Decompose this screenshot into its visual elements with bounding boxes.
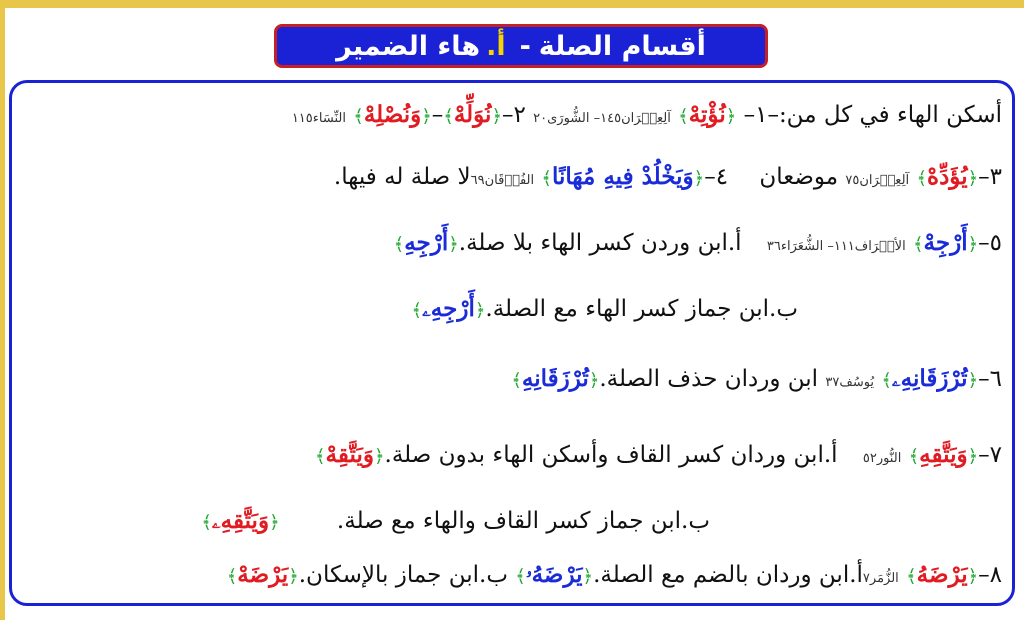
line8-ref: الزُّمَر٧ xyxy=(862,571,899,586)
ornament-bracket-icon: ﴾ xyxy=(443,106,454,127)
ornament-bracket-icon: ﴾ xyxy=(916,168,928,189)
line1-sep: – xyxy=(431,102,444,128)
line2-num: ٣– xyxy=(978,164,1002,190)
line3-word2: أَرْجِهِ xyxy=(404,229,449,256)
line1-num2: ٢– xyxy=(501,102,526,128)
line1-ref1: آلِعِمۡرَان١٤٥– الشُّورَى٢٠ xyxy=(533,111,671,126)
line1-word1: نُؤْتِهْ xyxy=(688,101,726,128)
line6-num: ٧– xyxy=(978,442,1002,468)
line1-intro: أسكن الهاء في كل من:–١– xyxy=(743,102,1002,128)
line2-text1: موضعان xyxy=(759,164,839,190)
line6-ref: النُّور٥٢ xyxy=(862,451,902,466)
ornament-bracket-icon: ﴿ xyxy=(373,446,385,467)
title-sub: هاء الضمير xyxy=(336,30,481,62)
ornament-bracket-icon: ﴿ xyxy=(693,168,705,189)
ornament-bracket-icon: ﴿ xyxy=(725,106,737,127)
ornament-bracket-icon: ﴿ xyxy=(269,512,280,533)
title-letter: أ. xyxy=(486,30,506,62)
rule-line-5 xyxy=(511,362,1002,400)
ornament-bracket-icon: ﴾ xyxy=(353,106,364,127)
ornament-bracket-icon: ﴾ xyxy=(226,566,238,587)
ornament-bracket-icon: ﴾ xyxy=(393,234,405,255)
ornament-bracket-icon: ﴾ xyxy=(678,106,689,127)
line3-num: ٥– xyxy=(978,230,1002,256)
ornament-bracket-icon: ﴿ xyxy=(967,566,979,587)
line8-text2: ب.ابن جماز بالإسكان. xyxy=(298,562,508,588)
rule-line-3 xyxy=(394,226,1002,264)
line5-text: ابن وردان حذف الصلة. xyxy=(599,366,819,392)
ornament-bracket-icon: ﴿ xyxy=(491,106,502,127)
line8-word1: يَرْضَهُ xyxy=(916,561,968,588)
rule-line-7 xyxy=(201,504,710,540)
line1-ref2: النِّسَاء١١٥ xyxy=(291,111,346,126)
ornament-bracket-icon: ﴿ xyxy=(474,300,486,321)
title-main: أقسام الصلة xyxy=(538,30,706,62)
rule-line-1 xyxy=(292,98,1002,136)
line4-word: أَرْجِهِۦ xyxy=(422,295,475,322)
ornament-bracket-icon: ﴾ xyxy=(411,300,423,321)
line3-text: أ.ابن وردن كسر الهاء بلا صلة. xyxy=(458,230,742,256)
line8-text1: أ.ابن وردان بالضم مع الصلة. xyxy=(593,562,863,588)
line6-word2: وَيَتَّقِهْ xyxy=(325,441,374,468)
line1-word3: وَنُصْلِهْ xyxy=(363,101,422,128)
title-dash: - xyxy=(519,30,531,62)
ornament-bracket-icon: ﴾ xyxy=(541,168,552,189)
line8-word2: يَرْضَهُۥ xyxy=(525,561,583,588)
line2-text2: لا صلة له فيها. xyxy=(333,164,471,190)
page-left-border xyxy=(0,0,5,620)
line8-num: ٨– xyxy=(978,562,1002,588)
line7-word: وَيَتَّقِهِۦ xyxy=(211,507,270,534)
rule-line-2 xyxy=(334,160,1002,198)
ornament-bracket-icon: ﴿ xyxy=(967,168,979,189)
ornament-bracket-icon: ﴾ xyxy=(906,566,917,587)
rule-line-6 xyxy=(315,438,1002,476)
page-top-border xyxy=(0,0,1024,8)
ornament-bracket-icon: ﴾ xyxy=(908,446,920,467)
line2-word2: وَيَخْلُدْ فِيهِ مُهَانًا xyxy=(551,163,694,190)
line5-word1: تُرْزَقَانِهِۦ xyxy=(891,365,968,392)
ornament-bracket-icon: ﴿ xyxy=(582,566,594,587)
ornament-bracket-icon: ﴿ xyxy=(288,566,299,587)
ornament-bracket-icon: ﴿ xyxy=(967,370,979,391)
line2-word1: يُؤَدِّهْ xyxy=(927,163,968,190)
ornament-bracket-icon: ﴿ xyxy=(588,370,600,391)
line2-ref2: الفُرۡقَان٦٩ xyxy=(470,173,535,188)
line8-word3: يَرْضَهْ xyxy=(237,561,289,588)
ornament-bracket-icon: ﴿ xyxy=(967,234,979,255)
line7-text: ب.ابن جماز كسر القاف والهاء مع صلة. xyxy=(336,508,710,534)
ornament-bracket-icon: ﴾ xyxy=(881,370,892,391)
ornament-bracket-icon: ﴾ xyxy=(315,446,326,467)
rule-line-4 xyxy=(412,292,798,328)
rule-line-8 xyxy=(227,558,1002,596)
line5-num: ٦– xyxy=(978,366,1002,392)
line5-ref: يُوسُف٣٧ xyxy=(825,375,875,390)
line3-ref: الأعۡرَاف١١١– الشُّعَرَاء٣٦ xyxy=(766,239,906,254)
ornament-bracket-icon: ﴾ xyxy=(515,566,526,587)
ornament-bracket-icon: ﴾ xyxy=(201,512,212,533)
line4-text: ب.ابن جماز كسر الهاء مع الصلة. xyxy=(485,296,798,322)
line1-word2: نُوَلِّهْ xyxy=(453,101,492,128)
line5-word2: تُرْزَقَانِهِ xyxy=(521,365,589,392)
line2-ref1: آلِعِمۡرَان٧٥ xyxy=(845,173,910,188)
ornament-bracket-icon: ﴿ xyxy=(967,446,979,467)
ornament-bracket-icon: ﴾ xyxy=(511,370,522,391)
line3-word1: أَرْجِهْ xyxy=(923,229,968,256)
title-banner xyxy=(274,24,768,68)
ornament-bracket-icon: ﴿ xyxy=(421,106,432,127)
line6-word1: وَيَتَّقِهِ xyxy=(919,441,968,468)
line2-num4: ٤– xyxy=(704,164,729,190)
ornament-bracket-icon: ﴾ xyxy=(913,234,924,255)
ornament-bracket-icon: ﴿ xyxy=(448,234,459,255)
line6-text: أ.ابن وردان كسر القاف وأسكن الهاء بدون صلة. xyxy=(384,442,838,468)
